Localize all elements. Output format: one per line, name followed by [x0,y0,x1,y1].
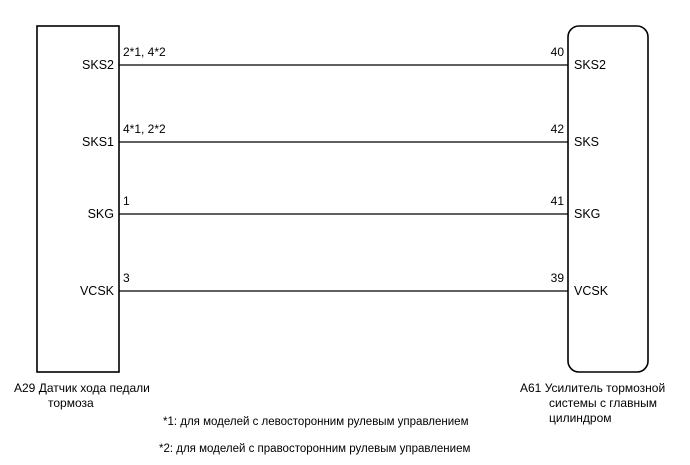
right-signal-sks: SKS [574,135,600,149]
left-signal-vcsk: VCSK [79,284,114,298]
right-terminal-vcsk: 39 [550,271,564,285]
right-terminal-sks: 42 [550,122,564,136]
right-component-name-line2: системы с главным [549,396,657,410]
right-component-name-line3: цилиндром [549,411,612,425]
left-terminal-sks2: 2*1, 4*2 [123,45,166,59]
left-component-name-line2: тормоза [48,396,94,410]
left-signal-skg: SKG [87,207,114,221]
footnote-1: *1: для моделей с левосторонним рулевым управлением [163,416,469,428]
left-signal-sks1: SKS1 [82,135,114,149]
left-component-name-line1: Датчик хода педали [38,381,150,395]
left-terminal-vcsk: 3 [123,271,130,285]
left-signal-sks2: SKS2 [82,58,114,72]
right-component-box [568,26,648,372]
left-terminal-sks1: 4*1, 2*2 [123,122,166,136]
left-component-caption [14,381,150,411]
right-component-caption [520,381,665,426]
right-signal-skg: SKG [574,207,601,221]
left-component-box [37,26,119,372]
right-terminal-skg: 41 [550,194,564,208]
right-component-name-line1: Усилитель тормозной [544,381,666,395]
left-terminal-skg: 1 [123,194,130,208]
footnote-2: *2: для моделей с правосторонним рулевым управлением [159,443,471,455]
right-signal-vcsk: VCSK [574,284,609,298]
right-component-code: A61 [520,381,542,395]
right-signal-sks2: SKS2 [574,58,606,72]
right-terminal-sks2: 40 [550,45,564,59]
left-component-code: A29 [14,381,36,395]
